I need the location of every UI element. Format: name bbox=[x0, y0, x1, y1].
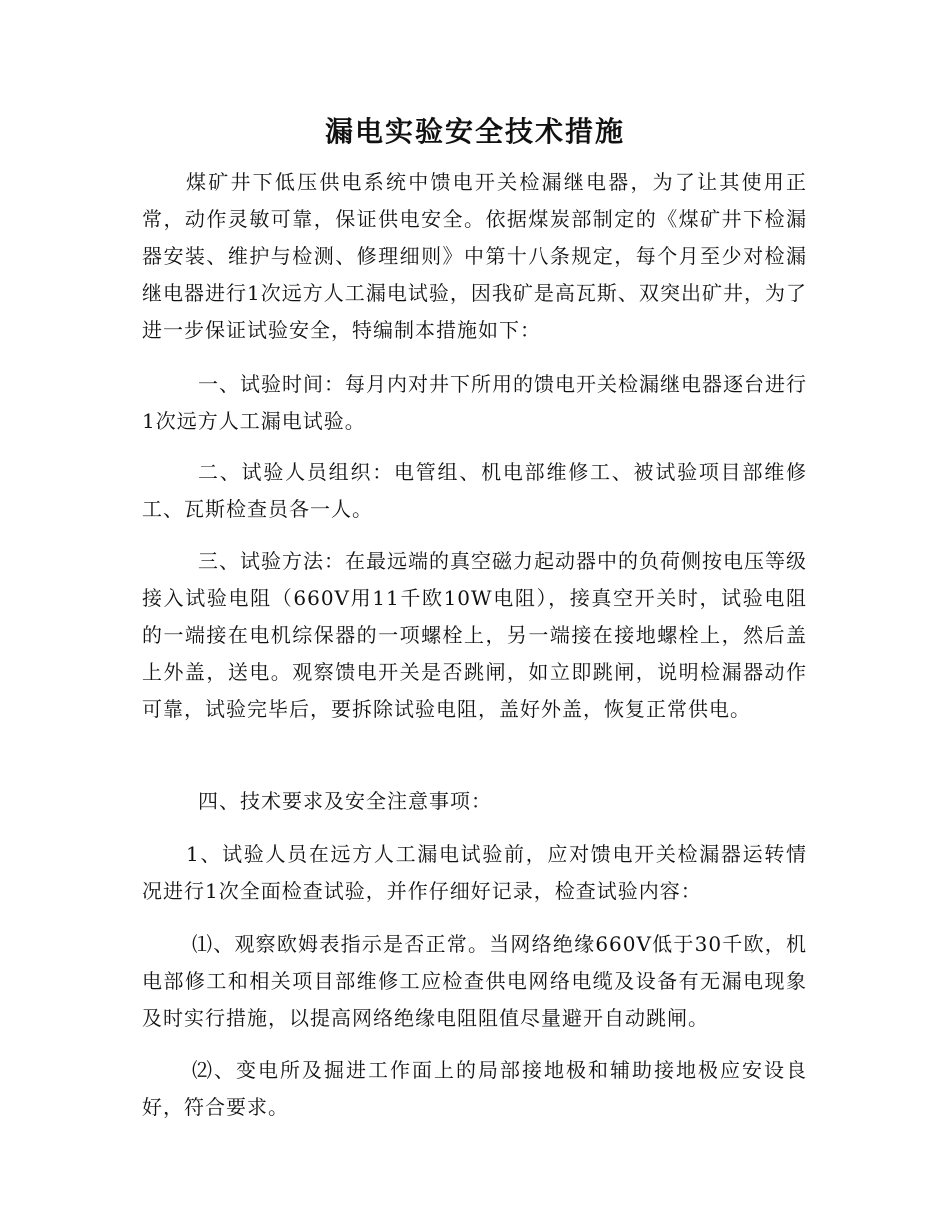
intro-paragraph: 煤矿井下低压供电系统中馈电开关检漏继电器，为了让其使用正常，动作灵敏可靠，保证供电安全。依据煤炭部制定的《煤矿井下检漏器安装、维护与检测、修理细则》中第十八条规定，每个月至少对检漏继电器进行1次远方人工漏电试验，因我矿是高瓦斯、双突出矿井，为了进一步保证试验安全，特编制本措施如下： bbox=[142, 170, 807, 342]
section-test-method: 三、试验方法：在最远端的真空磁力起动器中的负荷侧按电压等级接入试验电阻（660V用11千欧10W电阻），接真空开关时，试验电阻的一端接在电机综保器的一项螺栓上，另一端接在接地螺栓上，然后盖上外盖，送电。观察馈电开关是否跳闸，如立即跳闸，说明检漏器动作可靠，试验完毕后，要拆除试验电阻，盖好外盖，恢复正常供电。 bbox=[142, 549, 807, 721]
requirement-subitem-1: ⑴、观察欧姆表指示是否正常。当网络绝缘660V低于30千欧，机电部修工和相关项目部维修工应检查供电网络电缆及设备有无漏电现象及时实行措施，以提高网络绝缘电阻阻值尽量避开自动跳闸。 bbox=[142, 932, 807, 1030]
section-test-time: 一、试验时间：每月内对井下所用的馈电开关检漏继电器逐台进行1次远方人工漏电试验。 bbox=[142, 372, 807, 433]
document-title: 漏电实验安全技术措施 bbox=[324, 115, 625, 148]
section-personnel: 二、试验人员组织：电管组、机电部维修工、被试验项目部维修工、瓦斯检查员各一人。 bbox=[142, 460, 807, 521]
section-technical-requirements-heading: 四、技术要求及安全注意事项： bbox=[198, 789, 492, 813]
requirement-subitem-2: ⑵、变电所及掘进工作面上的局部接地极和辅助接地极应安设良好，符合要求。 bbox=[142, 1058, 807, 1119]
requirement-item-1: 1、试验人员在远方人工漏电试验前，应对馈电开关检漏器运转情况进行1次全面检查试验，并作仔细好记录，检查试验内容： bbox=[142, 842, 807, 903]
